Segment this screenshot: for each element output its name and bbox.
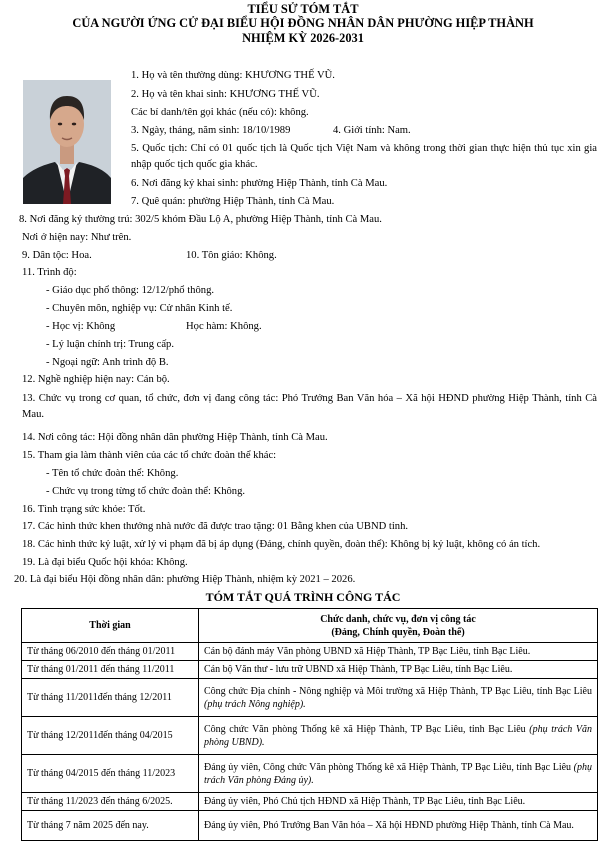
table-row: [22, 661, 598, 679]
row-description-text: Đảng ủy viên, Phó Trưởng Ban Văn hóa – Xã hội HĐND phường Hiệp Thành, tỉnh Cà Mau.: [204, 820, 574, 831]
bio-discipline: 18. Các hình thức kỷ luật, xử lý vi phạm đã bị áp dụng (Đảng, chính quyền, đoàn thể): Không bị kỷ luật, không có án tích.: [22, 539, 541, 550]
row-description: [199, 643, 598, 661]
bio-degree: - Học vị: Không: [46, 321, 116, 332]
row-description-text: Đảng ủy viên, Phó Chủ tịch HĐND xã Hiệp Thành, TP Bạc Liêu, tỉnh Bạc Liêu.: [204, 796, 526, 807]
document-subtitle: CỦA NGƯỜI ỨNG CỬ ĐẠI BIỂU HỘI ĐỒNG NHÂN DÂN PHƯỜNG HIỆP THÀNH: [72, 16, 534, 30]
row-description: [199, 661, 598, 679]
row-time: Từ tháng 06/2010 đến tháng 01/2011: [22, 643, 199, 661]
bio-current-residence: Nơi ở hiện nay: Như trên.: [22, 232, 132, 243]
bio-workplace: 14. Nơi công tác: Hội đồng nhân dân phường Hiệp Thành, tỉnh Cà Mau.: [22, 432, 328, 443]
bio-health: 16. Tình trạng sức khỏe: Tốt.: [22, 504, 146, 515]
position-column-header: [199, 609, 598, 643]
position-column-header-line2: (Đảng, Chính quyền, Đoàn thể): [331, 626, 465, 638]
bio-nationality: 5. Quốc tịch: Chỉ có 01 quốc tịch là Quốc tịch Việt Nam và không trong thời gian thực hiện thủ tục xin gia nhập quốc tịch quốc gia khác.: [131, 143, 597, 170]
row-description-text: Cán bộ đánh máy Văn phòng UBND xã Hiệp Thành, TP Bạc Liêu, tỉnh Bạc Liêu.: [204, 646, 531, 657]
bio-political-theory: - Lý luận chính trị: Trung cấp.: [46, 339, 174, 350]
bio-specialization: - Chuyên môn, nghiệp vụ: Cử nhân Kinh tế.: [46, 303, 233, 314]
table-row: [22, 643, 598, 661]
bio-birth-date: 3. Ngày, tháng, năm sinh: 18/10/1989: [131, 125, 291, 136]
row-time: Từ tháng 7 năm 2025 đến nay.: [22, 811, 199, 841]
bio-council-delegate: 20. Là đại biểu Hội đồng nhân dân: phường Hiệp Thành, nhiệm kỳ 2021 – 2026.: [14, 574, 356, 585]
bio-gender: 4. Giới tính: Nam.: [333, 125, 411, 136]
row-description-note: (phụ trách Văn phòng Đảng ủy).: [204, 761, 592, 786]
table-row: [22, 755, 598, 793]
bio-general-education: - Giáo dục phổ thông: 12/12/phổ thông.: [46, 285, 215, 296]
row-description: [199, 755, 598, 793]
bio-education-heading: 11. Trình độ:: [22, 267, 77, 278]
row-time: Từ tháng 11/2023 đến tháng 6/2025.: [22, 793, 199, 811]
bio-national-assembly: 19. Là đại biểu Quốc hội khóa: Không.: [22, 557, 188, 568]
row-description: [199, 811, 598, 841]
table-row: [22, 679, 598, 717]
bio-organizations-heading: 15. Tham gia làm thành viên của các tổ chức đoàn thể khác:: [22, 450, 277, 461]
row-description-text: Công chức Địa chính - Nông nghiệp và Môi trường xã Hiệp Thành, TP Bạc Liêu, tỉnh Bạc Liêu: [204, 685, 592, 697]
row-description-text: Đảng ủy viên, Công chức Văn phòng Thống kê xã Hiệp Thành, TP Bạc Liêu, tỉnh Bạc Liêu: [204, 761, 574, 773]
bio-organization-name: - Tên tổ chức đoàn thể: Không.: [46, 468, 179, 479]
bio-aliases: Các bí danh/tên gọi khác (nếu có): không.: [131, 107, 309, 118]
time-column-header: Thời gian: [22, 609, 199, 643]
bio-birth-name: 2. Họ và tên khai sinh: KHƯƠNG THẾ VŨ.: [131, 89, 320, 100]
bio-occupation: 12. Nghề nghiệp hiện nay: Cán bộ.: [22, 374, 170, 385]
table-row: [22, 793, 598, 811]
bio-academic-title: Học hàm: Không.: [186, 321, 262, 332]
work-history-title: TÓM TẮT QUÁ TRÌNH CÔNG TÁC: [205, 590, 401, 604]
document-title: TIỂU SỬ TÓM TẮT: [247, 2, 359, 16]
position-column-header-line1: Chức danh, chức vụ, đơn vị công tác: [320, 613, 476, 625]
bio-foreign-language: - Ngoại ngữ: Anh trình độ B.: [46, 357, 169, 368]
table-row: [22, 811, 598, 841]
portrait-photo: [23, 80, 111, 204]
table-header-row: [22, 609, 598, 643]
work-history-table: [21, 608, 598, 841]
bio-organization-role: - Chức vụ trong từng tổ chức đoàn thể: Không.: [46, 486, 246, 497]
term-heading: NHIỆM KỲ 2026-2031: [242, 31, 364, 45]
bio-birth-registration: 6. Nơi đăng ký khai sinh: phường Hiệp Thành, tỉnh Cà Mau.: [131, 178, 388, 189]
row-time: Từ tháng 11/2011đến tháng 12/2011: [22, 679, 199, 717]
row-description-text: Cán bộ Văn thư - lưu trữ UBND xã Hiệp Thành, TP Bạc Liêu, tỉnh Bạc Liêu.: [204, 664, 513, 675]
bio-hometown: 7. Quê quán: phường Hiệp Thành, tỉnh Cà Mau.: [131, 196, 335, 207]
bio-common-name: 1. Họ và tên thường dùng: KHƯƠNG THẾ VŨ.: [131, 70, 335, 81]
bio-ethnicity: 9. Dân tộc: Hoa.: [22, 250, 92, 261]
row-description: [199, 679, 598, 717]
row-description: [199, 717, 598, 755]
bio-permanent-residence: 8. Nơi đăng ký thường trú: 302/5 khóm Đầu Lộ A, phường Hiệp Thành, tỉnh Cà Mau.: [19, 214, 382, 225]
row-description-note: (phụ trách Văn phòng UBND).: [204, 723, 593, 748]
row-time: Từ tháng 04/2015 đến tháng 11/2023: [22, 755, 199, 793]
row-time: Từ tháng 12/2011đến tháng 04/2015: [22, 717, 199, 755]
bio-awards: 17. Các hình thức khen thưởng nhà nước đã được trao tặng: 01 Bằng khen của UBND tỉnh.: [22, 521, 409, 532]
row-description-note: (phụ trách Nông nghiệp).: [204, 698, 306, 710]
bio-religion: 10. Tôn giáo: Không.: [186, 250, 277, 261]
row-description: [199, 793, 598, 811]
table-row: [22, 717, 598, 755]
row-time: Từ tháng 01/2011 đến tháng 11/2011: [22, 661, 199, 679]
bio-current-position: 13. Chức vụ trong cơ quan, tổ chức, đơn vị đang công tác: Phó Trưởng Ban Văn hóa – Xã hội HĐND phường Hiệp Thành, tỉnh Cà Mau.: [22, 393, 597, 420]
row-description-text: Công chức Văn phòng Thống kê xã Hiệp Thành, TP Bạc Liêu, tỉnh Bạc Liêu: [204, 723, 530, 735]
